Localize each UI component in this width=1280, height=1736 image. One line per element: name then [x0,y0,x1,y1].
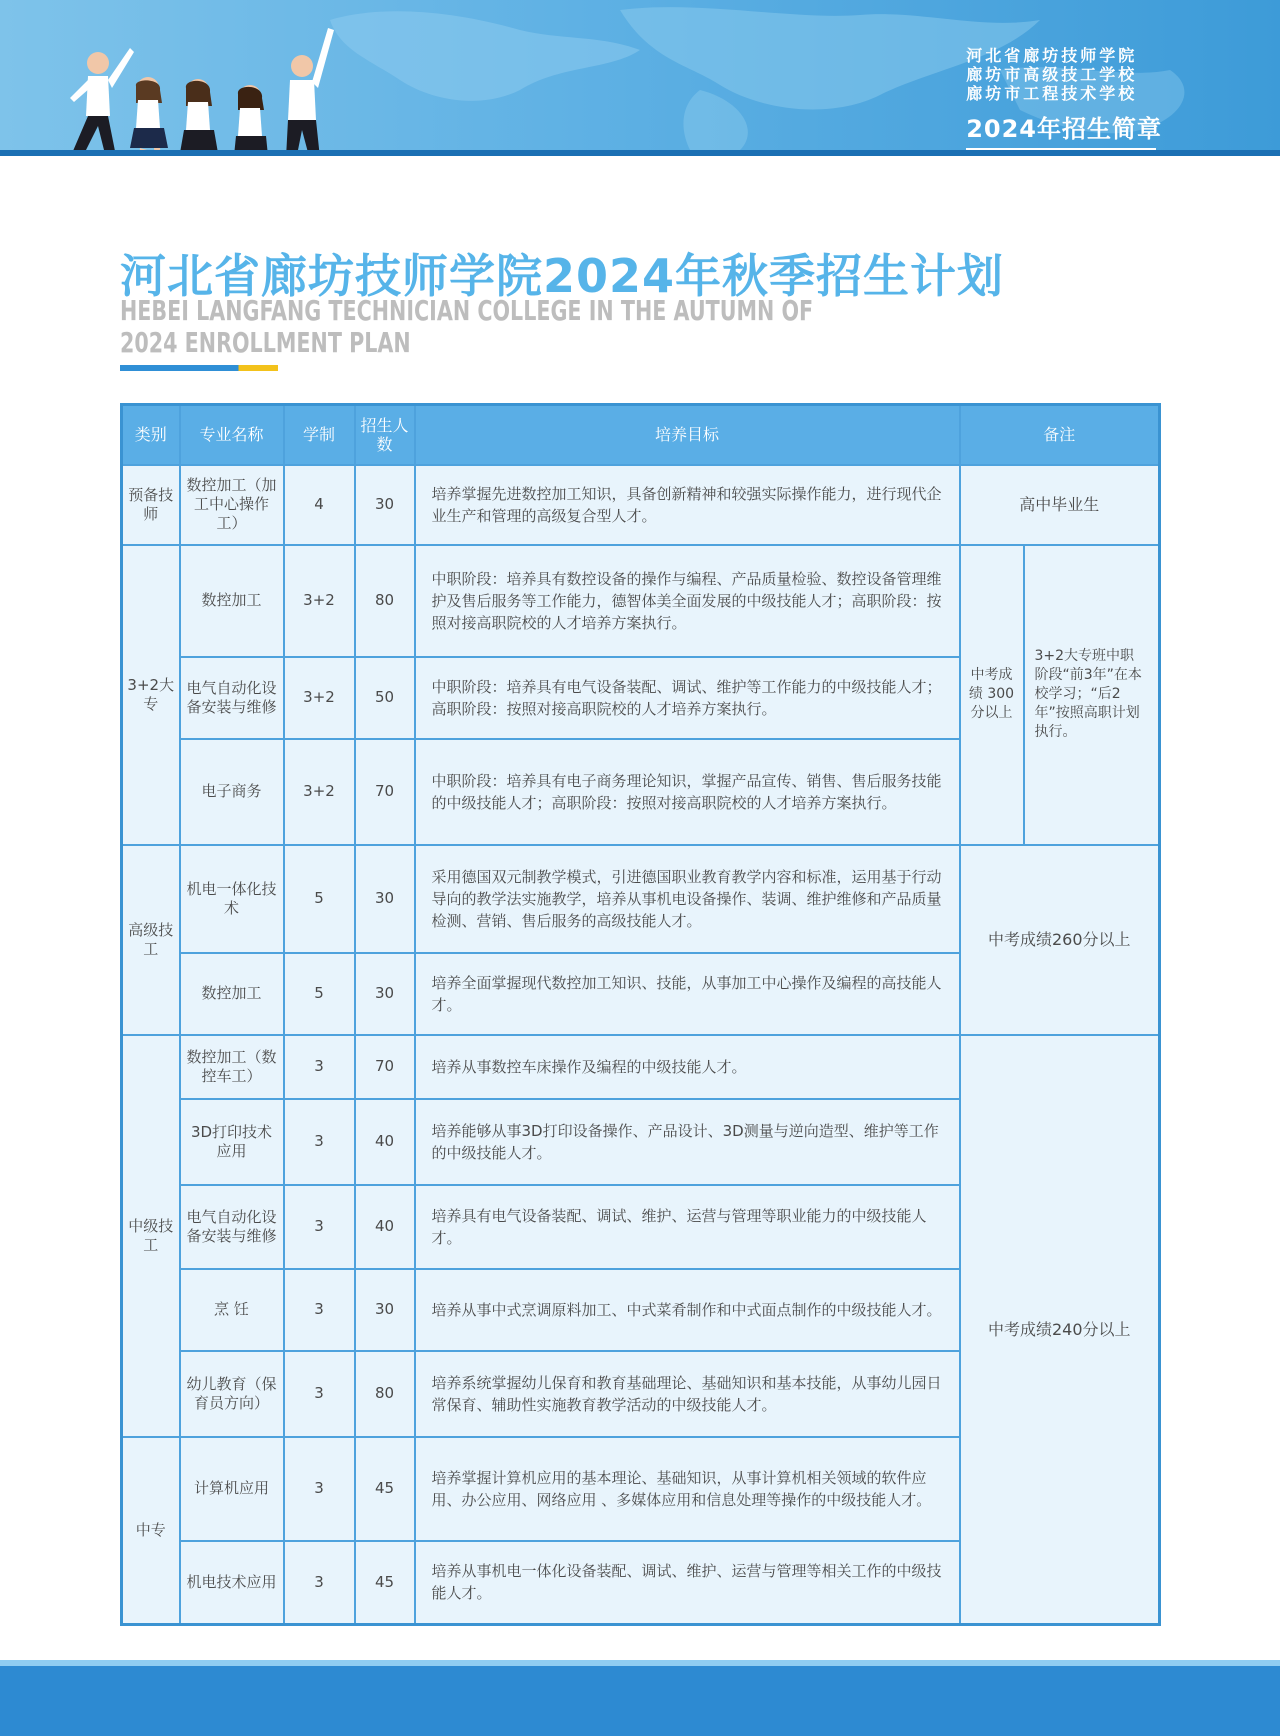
goal-cell: 中职阶段：培养具有电气设备装配、调试、维护等工作能力的中级技能人才；高职阶段：按照对接高职院校的人才培养方案执行。 [415,657,960,739]
col-header-goal: 培养目标 [415,405,960,465]
goal-cell: 培养从事机电一体化设备装配、调试、维护、运营与管理等相关工作的中级技能人才。 [415,1541,960,1625]
table-row [122,465,1160,545]
quota-cell: 30 [355,845,415,953]
goal-cell: 培养系统掌握幼儿保育和教育基础理论、基础知识和基本技能，从事幼儿园日常保育、辅助性实施教育教学活动的中级技能人才。 [415,1351,960,1437]
goal-cell: 培养能够从事3D打印设备操作、产品设计、3D测量与逆向造型、维护等工作的中级技能人才。 [415,1099,960,1185]
page-title: 河北省廊坊技师学院2024年秋季招生计划 [120,249,1005,303]
duration-cell: 5 [284,845,355,953]
quota-cell: 80 [355,545,415,657]
duration-cell: 3 [284,1099,355,1185]
title-en-line-2: 2024 ENROLLMENT PLAN [120,326,411,359]
quota-cell: 45 [355,1437,415,1541]
quota-cell: 40 [355,1099,415,1185]
remark-cell: 中考成绩240分以上 [960,1035,1160,1625]
quota-cell: 30 [355,465,415,545]
goal-cell: 培养具有电气设备装配、调试、维护、运营与管理等职业能力的中级技能人才。 [415,1185,960,1269]
quota-cell: 40 [355,1185,415,1269]
enrollment-plan-table [120,403,1161,1626]
remark-cell: 3+2大专班中职阶段“前3年”在本校学习；“后2年”按照高职计划执行。 [1024,545,1160,845]
duration-cell: 3+2 [284,545,355,657]
quota-cell: 45 [355,1541,415,1625]
major-cell: 电子商务 [180,739,284,845]
duration-cell: 3 [284,1269,355,1351]
goal-cell: 采用德国双元制教学模式，引进德国职业教育教学内容和标准，运用基于行动导向的教学法实施教学，培养从事机电设备操作、装调、维护维修和产品质量检测、营销、售后服务的高级技能人才。 [415,845,960,953]
remark-cell: 高中毕业生 [960,465,1160,545]
category-cell: 3+2大专 [122,545,180,845]
school-name-1: 河北省廊坊技师学院 [966,46,1138,65]
major-cell: 计算机应用 [180,1437,284,1541]
school-names-block [966,46,1162,150]
goal-cell: 中职阶段：培养具有数控设备的操作与编程、产品质量检验、数控设备管理维护及售后服务等工作能力，德智体美全面发展的中级技能人才；高职阶段：按照对接高职院校的人才培养方案执行。 [415,545,960,657]
footer-band [0,1666,1280,1736]
duration-cell: 3 [284,1437,355,1541]
quota-cell: 70 [355,739,415,845]
goal-cell: 培养掌握计算机应用的基本理论、基础知识，从事计算机相关领域的软件应用、办公应用、网络应用 、多媒体应用和信息处理等操作的中级技能人才。 [415,1437,960,1541]
remark-cell: 中考成绩260分以上 [960,845,1160,1035]
goal-cell: 培养掌握先进数控加工知识，具备创新精神和较强实际操作能力，进行现代企业生产和管理的高级复合型人才。 [415,465,960,545]
table-header-row [122,405,1160,465]
banner-divider [0,150,1280,156]
category-cell: 高级技工 [122,845,180,1035]
col-header-remark: 备注 [960,405,1160,465]
duration-cell: 3 [284,1541,355,1625]
major-cell: 电气自动化设备安装与维修 [180,657,284,739]
col-header-major: 专业名称 [180,405,284,465]
col-header-category: 类别 [122,405,180,465]
col-header-quota: 招生人数 [355,405,415,465]
school-name-3: 廊坊市工程技术学校 [966,84,1138,103]
students-jumping-photo [50,8,350,150]
category-cell: 中专 [122,1437,180,1625]
major-cell: 烹 饪 [180,1269,284,1351]
school-name-2: 廊坊市高级技工学校 [966,65,1138,84]
major-cell: 数控加工（数控车工） [180,1035,284,1099]
goal-cell: 培养从事中式烹调原料加工、中式菜肴制作和中式面点制作的中级技能人才。 [415,1269,960,1351]
title-en-line-1: HEBEI LANGFANG TECHNICIAN COLLEGE IN THE AUTUMN OF [120,294,814,327]
major-cell: 数控加工 [180,545,284,657]
remark-cell: 中考成绩 300分以上 [960,545,1024,845]
goal-cell: 中职阶段：培养具有电子商务理论知识，掌握产品宣传、销售、售后服务技能的中级技能人才；高职阶段：按照对接高职院校的人才培养方案执行。 [415,739,960,845]
major-cell: 机电一体化技术 [180,845,284,953]
duration-cell: 5 [284,953,355,1035]
table-row [122,545,1160,657]
duration-cell: 3 [284,1351,355,1437]
major-cell: 幼儿教育（保育员方向） [180,1351,284,1437]
quota-cell: 80 [355,1351,415,1437]
category-cell: 中级技工 [122,1035,180,1437]
title-underline [120,365,278,371]
duration-cell: 3 [284,1185,355,1269]
col-header-duration: 学制 [284,405,355,465]
goal-cell: 培养全面掌握现代数控加工知识、技能，从事加工中心操作及编程的高技能人才。 [415,953,960,1035]
duration-cell: 3+2 [284,657,355,739]
table-row [122,1035,1160,1099]
quota-cell: 30 [355,1269,415,1351]
header-banner [0,0,1280,150]
category-cell: 预备技师 [122,465,180,545]
major-cell: 数控加工（加工中心操作工） [180,465,284,545]
duration-cell: 3+2 [284,739,355,845]
major-cell: 3D打印技术应用 [180,1099,284,1185]
major-cell: 机电技术应用 [180,1541,284,1625]
duration-cell: 3 [284,1035,355,1099]
table-row [122,845,1160,953]
quota-cell: 70 [355,1035,415,1099]
major-cell: 数控加工 [180,953,284,1035]
brochure-title: 2024年招生简章 [966,115,1162,143]
major-cell: 电气自动化设备安装与维修 [180,1185,284,1269]
quota-cell: 30 [355,953,415,1035]
duration-cell: 4 [284,465,355,545]
goal-cell: 培养从事数控车床操作及编程的中级技能人才。 [415,1035,960,1099]
quota-cell: 50 [355,657,415,739]
page-title-english [120,294,814,359]
